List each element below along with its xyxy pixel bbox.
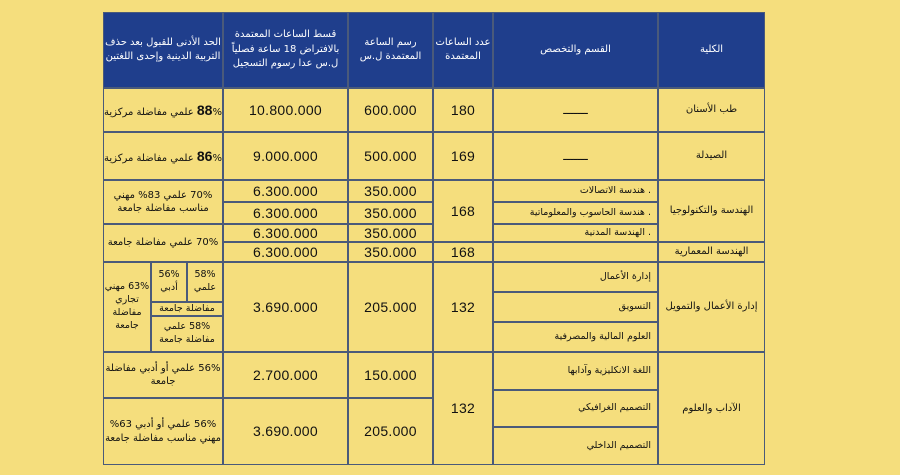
engineering-department-1: . هندسة الاتصالات — [493, 180, 658, 202]
engineering-hour-fee-1: 350.000 — [348, 180, 433, 202]
arts-department-2: التصميم الغرافيكي — [493, 390, 658, 427]
business-admission-commercial: 63% مهني تجاري مفاضلة جامعة — [103, 262, 151, 352]
header-hours: عدد الساعات المعتمدة — [433, 12, 493, 88]
arts-annual-fee-1: 2.700.000 — [223, 352, 348, 398]
arts-department-1: اللغة الانكليزية وآدابها — [493, 352, 658, 390]
architecture-hour-fee: 350.000 — [348, 242, 433, 262]
dentistry-hours: 180 — [433, 88, 493, 132]
business-department-3: العلوم المالية والمصرفية — [493, 322, 658, 352]
dentistry-faculty: طب الأسنان — [658, 88, 765, 132]
engineering-hours: 168 — [433, 180, 493, 242]
business-admission-university: مفاضلة جامعة — [151, 302, 223, 316]
business-admission-literary: 56% أدبي — [151, 262, 187, 302]
engineering-admission-2: 70% علمي مفاضلة جامعة — [103, 224, 223, 262]
business-admission-scientific: 58% علمي — [187, 262, 223, 302]
pharmacy-hour-fee: 500.000 — [348, 132, 433, 180]
arts-faculty: الآداب والعلوم — [658, 352, 765, 465]
pharmacy-department: ـــــــ — [493, 132, 658, 180]
dentistry-department: ـــــــ — [493, 88, 658, 132]
pharmacy-admission: 86% علمي مفاضلة مركزية — [103, 132, 223, 180]
engineering-department-2: . هندسة الحاسوب والمعلوماتية — [493, 202, 658, 224]
engineering-hour-fee-2: 350.000 — [348, 202, 433, 224]
business-hours: 132 — [433, 262, 493, 352]
engineering-faculty: الهندسة والتكنولوجيا — [658, 180, 765, 242]
arts-hour-fee-2: 205.000 — [348, 398, 433, 465]
arts-annual-fee-2: 3.690.000 — [223, 398, 348, 465]
arts-admission-2: 56% علمي أو أدبي 63% مهني مناسب مفاضلة جامعة — [103, 398, 223, 465]
pharmacy-annual-fee: 9.000.000 — [223, 132, 348, 180]
fees-table — [103, 12, 765, 465]
business-department-2: التسويق — [493, 292, 658, 322]
header-annual-fees: قسط الساعات المعتمدة بالافتراض 18 ساعة فصلياً ل.س عدا رسوم التسجيل — [223, 12, 348, 88]
pharmacy-hours: 169 — [433, 132, 493, 180]
pharmacy-faculty: الصيدلة — [658, 132, 765, 180]
architecture-hours: 168 — [433, 242, 493, 262]
dentistry-annual-fee: 10.800.000 — [223, 88, 348, 132]
header-hour-fee: رسم الساعة المعتمدة ل.س — [348, 12, 433, 88]
arts-department-3: التصميم الداخلي — [493, 427, 658, 465]
header-faculty: الكلية — [658, 12, 765, 88]
engineering-annual-fee-3: 6.300.000 — [223, 224, 348, 242]
business-department-1: إدارة الأعمال — [493, 262, 658, 292]
engineering-admission-1: 70% علمي 83% مهني مناسب مفاضلة جامعة — [103, 180, 223, 224]
business-hour-fee: 205.000 — [348, 262, 433, 352]
header-department: القسم والتخصص — [493, 12, 658, 88]
business-admission-vocational: 58% علمي مفاضلة جامعة — [151, 316, 223, 352]
engineering-hour-fee-3: 350.000 — [348, 224, 433, 242]
dentistry-admission: 88% علمي مفاضلة مركزية — [103, 88, 223, 132]
engineering-annual-fee-2: 6.300.000 — [223, 202, 348, 224]
engineering-department-3: . الهندسة المدنية — [493, 224, 658, 242]
architecture-department — [493, 242, 658, 262]
arts-hours: 132 — [433, 352, 493, 465]
header-admission: الحد الأدنى للقبول بعد حذف التربية الدينية وإحدى اللغتين — [103, 12, 223, 88]
business-annual-fee: 3.690.000 — [223, 262, 348, 352]
architecture-faculty: الهندسة المعمارية — [658, 242, 765, 262]
arts-admission-1: 56% علمي أو أدبي مفاضلة جامعة — [103, 352, 223, 398]
engineering-annual-fee-1: 6.300.000 — [223, 180, 348, 202]
dentistry-hour-fee: 600.000 — [348, 88, 433, 132]
architecture-annual-fee: 6.300.000 — [223, 242, 348, 262]
arts-hour-fee-1: 150.000 — [348, 352, 433, 398]
business-faculty: إدارة الأعمال والتمويل — [658, 262, 765, 352]
